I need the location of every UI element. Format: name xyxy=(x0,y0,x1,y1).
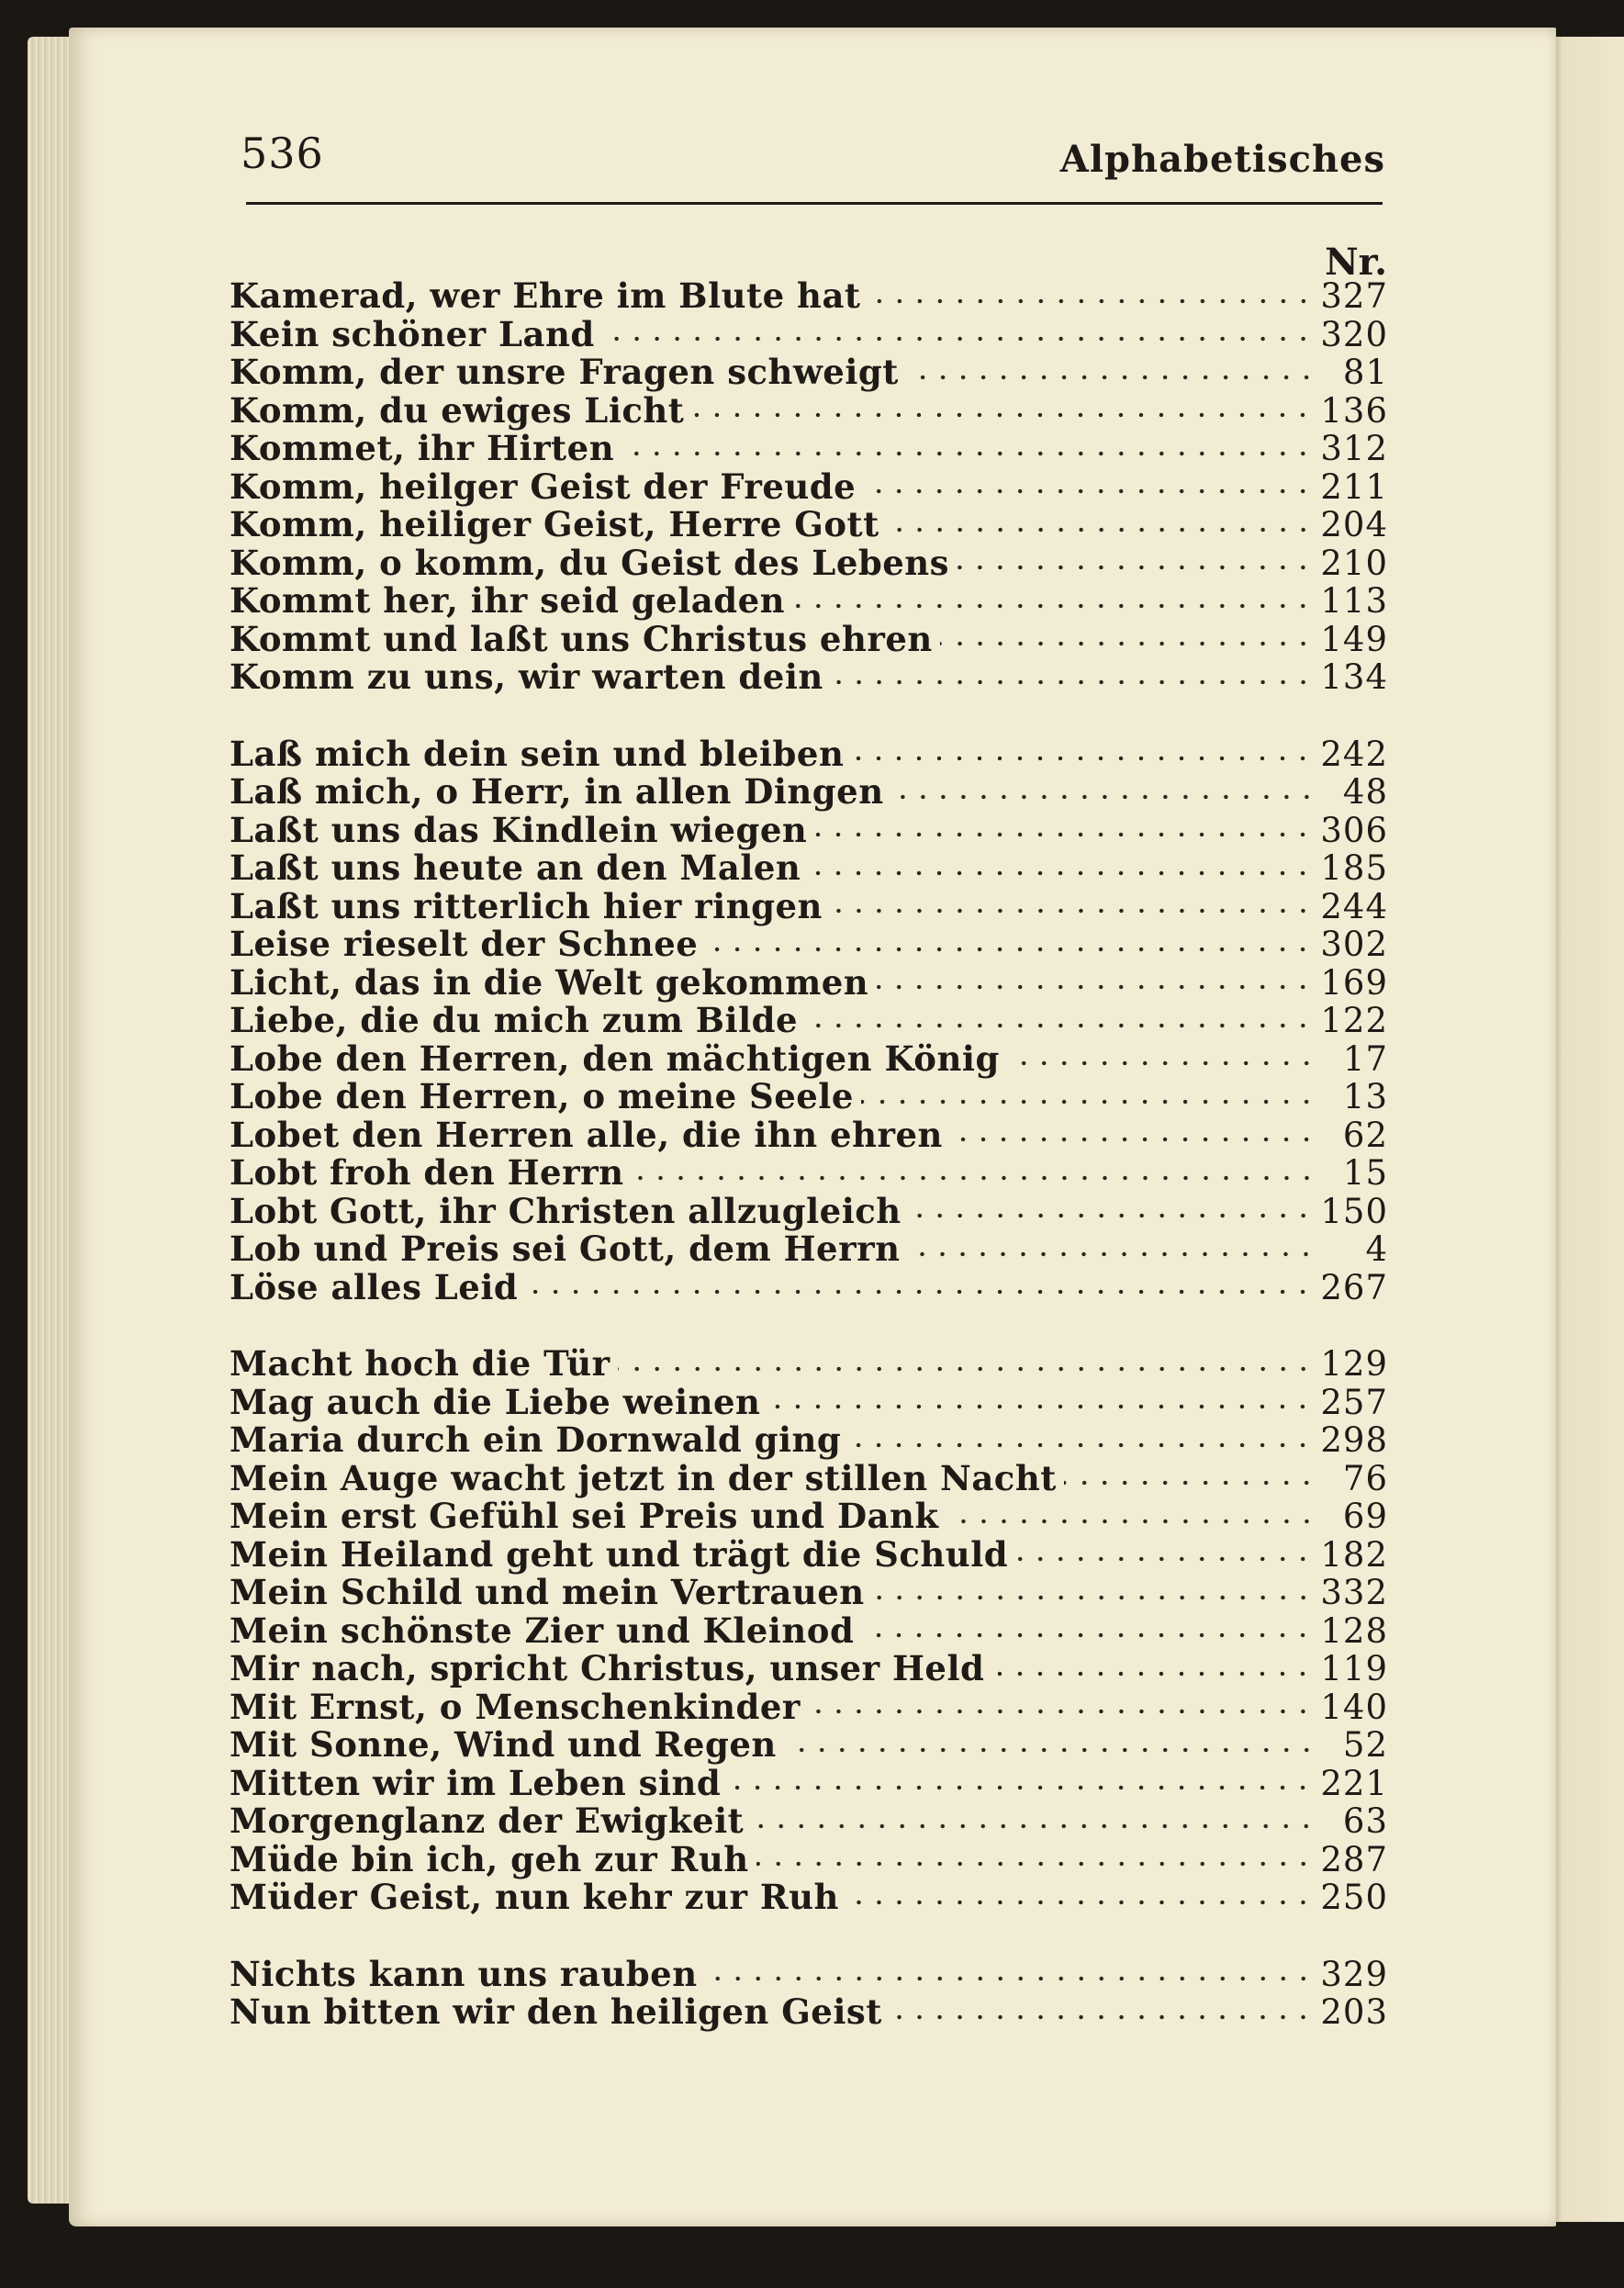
dot-leader xyxy=(830,907,1313,914)
entry-number: 211 xyxy=(1320,466,1388,507)
index-entry xyxy=(230,734,1388,772)
entry-number: 149 xyxy=(1320,619,1388,659)
entry-number: 185 xyxy=(1320,848,1388,888)
dot-leader xyxy=(602,335,1314,342)
dot-leader xyxy=(751,1823,1316,1830)
entry-number: 204 xyxy=(1320,505,1388,544)
dot-leader xyxy=(705,1975,1314,1982)
entry-number: 150 xyxy=(1320,1191,1388,1231)
entry-number: 332 xyxy=(1320,1573,1388,1612)
dot-leader xyxy=(808,1708,1313,1715)
dot-leader xyxy=(705,946,1313,953)
entry-number: 62 xyxy=(1342,1115,1388,1155)
index-entry xyxy=(230,1800,1388,1839)
entry-title: Lobe den Herren, o meine Seele xyxy=(230,1076,854,1116)
facing-page-edge xyxy=(1551,37,1624,2222)
index-entry xyxy=(230,847,1388,886)
dot-leader xyxy=(868,297,1314,305)
entry-title: Lobet den Herren alle, die ihn ehren xyxy=(230,1114,943,1155)
index-entry xyxy=(230,1954,1388,1992)
entry-number: 312 xyxy=(1320,429,1388,468)
dot-leader xyxy=(784,1746,1316,1754)
index-entry xyxy=(230,275,1388,314)
entry-number: 203 xyxy=(1320,1992,1388,2032)
index-entry xyxy=(230,314,1388,353)
dot-leader xyxy=(848,1441,1313,1449)
dot-leader xyxy=(909,1212,1314,1219)
dot-leader xyxy=(861,1632,1313,1639)
entry-title: Mag auch die Liebe weinen xyxy=(230,1381,761,1422)
entry-number: 4 xyxy=(1365,1229,1388,1269)
dot-leader xyxy=(808,869,1313,877)
index-entry xyxy=(230,1687,1388,1725)
dot-leader xyxy=(946,1518,1316,1525)
dot-leader xyxy=(861,1098,1316,1105)
dot-leader xyxy=(851,755,1313,762)
entry-number: 15 xyxy=(1342,1153,1388,1193)
dot-leader xyxy=(940,640,1314,647)
page-number: 536 xyxy=(241,129,324,178)
entry-title: Kommet, ihr Hirten xyxy=(230,428,615,468)
entry-number: 140 xyxy=(1320,1687,1388,1727)
entry-number: 182 xyxy=(1320,1534,1388,1575)
dot-leader xyxy=(756,1860,1314,1867)
dot-leader xyxy=(632,1174,1317,1182)
entry-title: Müder Geist, nun kehr zur Ruh xyxy=(230,1877,839,1917)
dot-leader xyxy=(957,564,1313,571)
entry-title: Müde bin ich, geh zur Ruh xyxy=(230,1838,749,1879)
entry-number: 287 xyxy=(1320,1839,1388,1879)
index-entry xyxy=(230,1648,1388,1687)
index-group xyxy=(230,1343,1388,1915)
index-entry xyxy=(230,1115,1388,1153)
entry-title: Morgenglanz der Ewigkeit xyxy=(230,1800,745,1841)
index-entry xyxy=(230,1839,1388,1878)
entry-title: Laßt uns ritterlich hier ringen xyxy=(230,885,823,926)
dot-leader xyxy=(831,679,1314,686)
entry-title: Nichts kann uns rauben xyxy=(230,1953,698,1994)
index-entry xyxy=(230,1000,1388,1038)
entry-title: Laßt uns das Kindlein wiegen xyxy=(230,809,808,850)
dot-leader xyxy=(805,1022,1313,1029)
entry-number: 257 xyxy=(1320,1382,1388,1422)
entry-title: Mein Schild und mein Vertrauen xyxy=(230,1572,865,1612)
entry-title: Komm zu uns, wir warten dein xyxy=(230,656,823,697)
index-entry xyxy=(230,428,1388,466)
entry-title: Komm, o komm, du Geist des Lebens xyxy=(230,542,949,583)
index-entry xyxy=(230,810,1388,848)
entry-title: Mein schönste Zier und Kleinod xyxy=(230,1609,855,1651)
index-entry xyxy=(230,886,1388,925)
entry-title: Leise rieselt der Schnee xyxy=(230,924,699,964)
index-entry xyxy=(230,962,1388,1001)
entry-number: 134 xyxy=(1320,657,1388,697)
dot-leader xyxy=(991,1670,1313,1677)
index-entry xyxy=(230,619,1388,657)
entry-title: Kommt her, ihr seid geladen xyxy=(230,580,786,621)
dot-leader xyxy=(891,793,1316,801)
entry-title: Kein schöner Land xyxy=(230,313,595,354)
index-entry xyxy=(230,1419,1388,1458)
entry-title: Mit Ernst, o Menschenkinder xyxy=(230,1686,801,1727)
entry-number: 306 xyxy=(1320,810,1388,850)
entry-number: 128 xyxy=(1320,1610,1388,1651)
index-entry xyxy=(230,1343,1388,1382)
number-column-header: Nr. xyxy=(1325,241,1387,284)
entry-number: 136 xyxy=(1320,390,1388,431)
entry-title: Mitten wir im Leben sind xyxy=(230,1762,722,1803)
running-head: Alphabetisches xyxy=(1059,138,1385,181)
entry-title: Kamerad, wer Ehre im Blute hat xyxy=(230,275,861,316)
index-entries xyxy=(230,275,1388,2069)
index-entry xyxy=(230,1267,1388,1306)
entry-title: Mit Sonne, Wind und Regen xyxy=(230,1724,777,1765)
index-entry xyxy=(230,1991,1388,2030)
dot-leader xyxy=(950,1136,1316,1143)
entry-title: Licht, das in die Welt gekommen xyxy=(230,961,869,1003)
dot-leader xyxy=(872,1594,1314,1601)
index-entry xyxy=(230,390,1388,429)
index-group xyxy=(230,734,1388,1306)
index-entry xyxy=(230,1458,1388,1497)
entry-number: 210 xyxy=(1320,543,1388,583)
index-entry xyxy=(230,1038,1388,1077)
index-entry xyxy=(230,1763,1388,1801)
dot-leader xyxy=(728,1784,1313,1791)
entry-number: 81 xyxy=(1342,353,1388,392)
entry-number: 267 xyxy=(1320,1267,1388,1307)
entry-number: 52 xyxy=(1342,1725,1388,1765)
dot-leader xyxy=(887,526,1314,533)
entry-number: 122 xyxy=(1320,1001,1388,1040)
entry-number: 244 xyxy=(1320,886,1388,926)
dot-leader xyxy=(846,1899,1313,1906)
entry-title: Mein Heiland geht und trägt die Schuld xyxy=(230,1533,1009,1575)
entry-number: 329 xyxy=(1320,1954,1388,1994)
index-entry xyxy=(230,1382,1388,1420)
dot-leader xyxy=(622,450,1313,457)
index-entry xyxy=(230,1496,1388,1534)
entry-title: Macht hoch die Tür xyxy=(230,1343,610,1384)
entry-title: Lobt froh den Herrn xyxy=(230,1152,624,1193)
entry-number: 119 xyxy=(1320,1649,1388,1688)
entry-number: 320 xyxy=(1320,314,1388,354)
dot-leader xyxy=(618,1365,1314,1373)
index-entry xyxy=(230,1877,1388,1915)
entry-number: 63 xyxy=(1342,1801,1388,1841)
dot-leader xyxy=(814,831,1313,838)
index-group xyxy=(230,1954,1388,2030)
index-entry xyxy=(230,1534,1388,1573)
entry-title: Lobe den Herren, den mächtigen König xyxy=(230,1037,1000,1079)
entry-title: Mein erst Gefühl sei Preis und Dank xyxy=(230,1496,939,1536)
entry-title: Kommt und laßt uns Christus ehren xyxy=(230,618,933,659)
dot-leader xyxy=(907,1251,1316,1258)
entry-title: Komm, heilger Geist der Freude xyxy=(230,465,857,507)
entry-title: Komm, der unsre Fragen schweigt xyxy=(230,352,899,392)
dot-leader xyxy=(876,983,1313,991)
entry-title: Komm, heiliger Geist, Herre Gott xyxy=(230,504,879,544)
entry-title: Mein Auge wacht jetzt in der stillen Nacht xyxy=(230,1457,1057,1498)
entry-number: 13 xyxy=(1342,1077,1388,1116)
dot-leader xyxy=(525,1288,1313,1295)
entry-title: Maria durch ein Dornwald ging xyxy=(230,1419,842,1460)
entry-number: 76 xyxy=(1342,1458,1388,1498)
entry-number: 69 xyxy=(1342,1497,1388,1536)
index-entry xyxy=(230,924,1388,962)
index-entry xyxy=(230,1572,1388,1610)
index-group xyxy=(230,275,1388,695)
index-entry xyxy=(230,352,1388,390)
entry-number: 302 xyxy=(1320,925,1388,964)
entry-number: 17 xyxy=(1342,1038,1388,1079)
entry-title: Löse alles Leid xyxy=(230,1266,519,1307)
dot-leader xyxy=(1015,1555,1313,1563)
entry-number: 298 xyxy=(1320,1420,1388,1460)
header-rule xyxy=(246,202,1383,205)
index-entry xyxy=(230,504,1388,543)
index-entry xyxy=(230,580,1388,619)
index-entry xyxy=(230,1191,1388,1229)
entry-number: 113 xyxy=(1320,581,1388,621)
index-entry xyxy=(230,1228,1388,1267)
entry-title: Laß mich dein sein und bleiben xyxy=(230,733,845,774)
index-entry xyxy=(230,1724,1388,1763)
entry-title: Lobt Gott, ihr Christen allzugleich xyxy=(230,1190,902,1231)
dot-leader xyxy=(906,374,1316,381)
dot-leader xyxy=(691,411,1313,419)
dot-leader xyxy=(1064,1479,1316,1486)
entry-title: Nun bitten wir den heiligen Geist xyxy=(230,1991,882,2032)
dot-leader xyxy=(792,602,1313,610)
entry-title: Laßt uns heute an den Malen xyxy=(230,847,801,888)
entry-number: 129 xyxy=(1320,1344,1388,1384)
entry-number: 250 xyxy=(1320,1878,1388,1917)
index-entry xyxy=(230,466,1388,505)
index-entry xyxy=(230,656,1388,695)
index-entry xyxy=(230,1076,1388,1115)
entry-title: Komm, du ewiges Licht xyxy=(230,389,685,431)
entry-number: 48 xyxy=(1342,772,1388,812)
entry-number: 221 xyxy=(1320,1763,1388,1803)
entry-title: Mir nach, spricht Christus, unser Held xyxy=(230,1648,985,1688)
dot-leader xyxy=(767,1403,1313,1410)
index-entry xyxy=(230,1152,1388,1191)
dot-leader xyxy=(863,488,1313,495)
entry-title: Lob und Preis sei Gott, dem Herrn xyxy=(230,1228,901,1269)
index-entry xyxy=(230,771,1388,810)
entry-number: 327 xyxy=(1320,276,1388,316)
entry-number: 242 xyxy=(1320,734,1388,774)
index-entry xyxy=(230,543,1388,581)
dot-leader xyxy=(890,2013,1314,2021)
entry-number: 169 xyxy=(1320,962,1388,1003)
entry-title: Laß mich, o Herr, in allen Dingen xyxy=(230,771,884,812)
entry-title: Liebe, die du mich zum Bilde xyxy=(230,1000,799,1040)
index-entry xyxy=(230,1610,1388,1649)
dot-leader xyxy=(1007,1060,1316,1067)
